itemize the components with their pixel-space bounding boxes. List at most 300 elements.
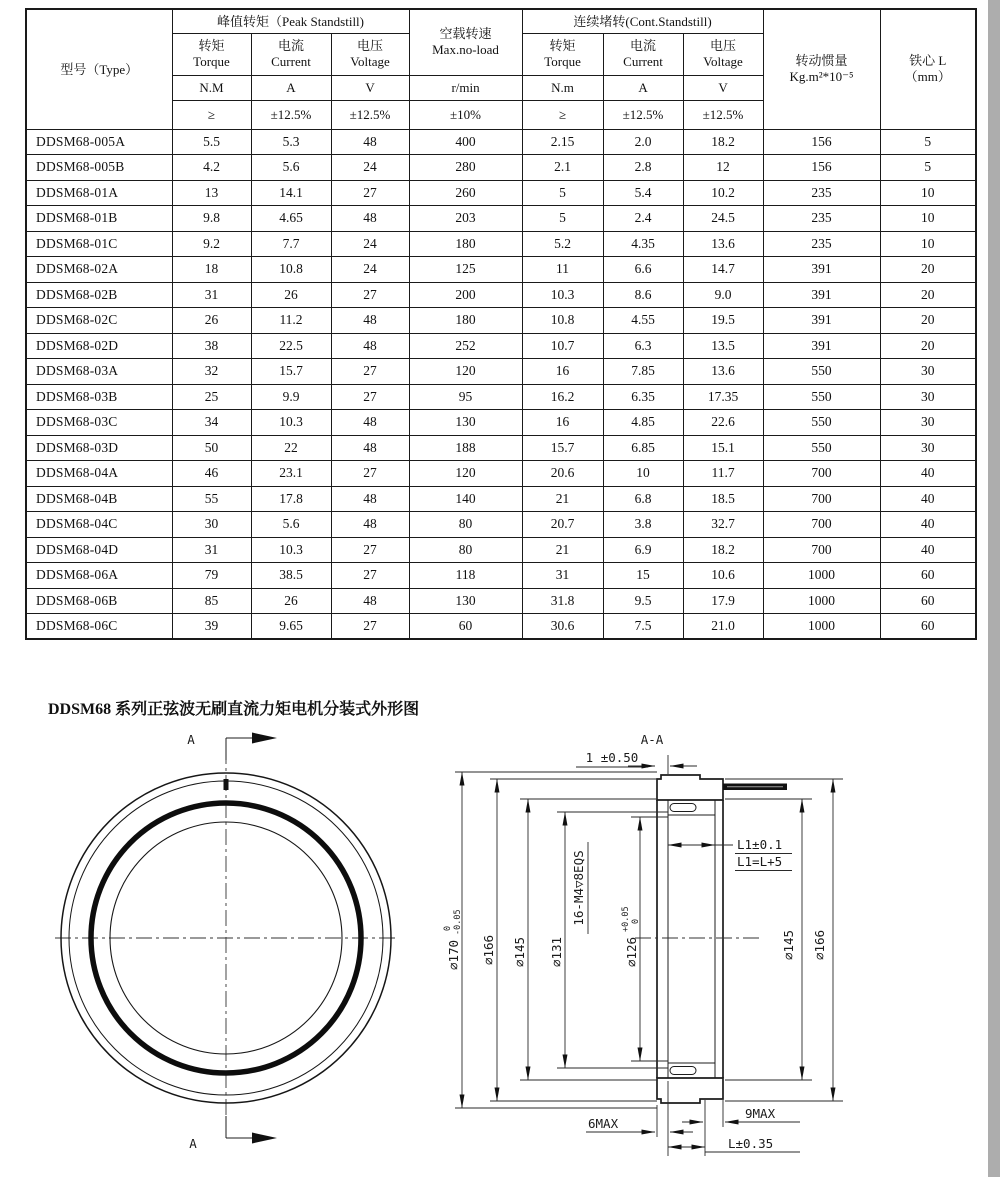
value-cell: 27 bbox=[331, 563, 409, 589]
value-cell: 13.6 bbox=[683, 359, 763, 385]
value-cell: 40 bbox=[880, 537, 976, 563]
value-cell: 118 bbox=[409, 563, 522, 589]
value-cell: 700 bbox=[763, 537, 880, 563]
table-row bbox=[26, 257, 976, 283]
value-cell: 5 bbox=[880, 129, 976, 155]
model-cell: DDSM68-06B bbox=[26, 588, 172, 614]
value-cell: 6.6 bbox=[603, 257, 683, 283]
value-cell: 550 bbox=[763, 410, 880, 436]
table-row bbox=[26, 206, 976, 232]
value-cell: 27 bbox=[331, 461, 409, 487]
model-cell: DDSM68-04D bbox=[26, 537, 172, 563]
value-cell: 11.2 bbox=[251, 308, 331, 334]
value-cell: 1000 bbox=[763, 614, 880, 640]
label-en: Current bbox=[623, 54, 663, 69]
svg-text:⌀145: ⌀145 bbox=[512, 936, 527, 968]
value-cell: 11 bbox=[522, 257, 603, 283]
col-header-core bbox=[880, 9, 976, 129]
label-zh: 电压 bbox=[710, 37, 737, 53]
value-cell: 48 bbox=[331, 435, 409, 461]
rotor-top-section bbox=[657, 775, 723, 800]
model-cell: DDSM68-06A bbox=[26, 563, 172, 589]
value-cell: 20 bbox=[880, 333, 976, 359]
value-cell: 5 bbox=[880, 155, 976, 181]
model-cell: DDSM68-06C bbox=[26, 614, 172, 640]
table-row bbox=[26, 231, 976, 257]
value-cell: 22.5 bbox=[251, 333, 331, 359]
value-cell: 40 bbox=[880, 461, 976, 487]
value-cell: 48 bbox=[331, 410, 409, 436]
value-cell: 46 bbox=[172, 461, 251, 487]
tolerance-cell: ≥ bbox=[172, 100, 251, 129]
value-cell: 5 bbox=[522, 206, 603, 232]
dim-label-screws bbox=[571, 842, 588, 934]
value-cell: 18.2 bbox=[683, 537, 763, 563]
tolerance-cell: ≥ bbox=[522, 100, 603, 129]
value-cell: 30 bbox=[172, 512, 251, 538]
value-cell: 391 bbox=[763, 333, 880, 359]
value-cell: 156 bbox=[763, 129, 880, 155]
value-cell: 11.7 bbox=[683, 461, 763, 487]
value-cell: 235 bbox=[763, 180, 880, 206]
table-row bbox=[26, 155, 976, 181]
value-cell: 2.8 bbox=[603, 155, 683, 181]
table-row bbox=[26, 180, 976, 206]
value-cell: 20 bbox=[880, 282, 976, 308]
value-cell: 17.35 bbox=[683, 384, 763, 410]
col-header-cont-current bbox=[603, 33, 683, 75]
value-cell: 9.9 bbox=[251, 384, 331, 410]
value-cell: 38.5 bbox=[251, 563, 331, 589]
value-cell: 30 bbox=[880, 410, 976, 436]
dim-label-d166-left bbox=[481, 935, 496, 965]
value-cell: 95 bbox=[409, 384, 522, 410]
unit-cell: r/min bbox=[409, 75, 522, 100]
outline-drawing-svg bbox=[0, 712, 1000, 1177]
value-cell: 15.7 bbox=[251, 359, 331, 385]
dim-6max-label: 6MAX bbox=[588, 1116, 619, 1131]
label-zh: 电流 bbox=[277, 37, 304, 53]
svg-text:0: 0 bbox=[631, 918, 641, 924]
value-cell: 2.0 bbox=[603, 129, 683, 155]
value-cell: 700 bbox=[763, 461, 880, 487]
value-cell: 17.8 bbox=[251, 486, 331, 512]
core-zh: 铁心 L bbox=[909, 53, 947, 68]
value-cell: 9.5 bbox=[603, 588, 683, 614]
col-header-peak-voltage bbox=[331, 33, 409, 75]
model-cell: DDSM68-03B bbox=[26, 384, 172, 410]
value-cell: 18.5 bbox=[683, 486, 763, 512]
model-cell: DDSM68-01C bbox=[26, 231, 172, 257]
value-cell: 21.0 bbox=[683, 614, 763, 640]
model-cell: DDSM68-04C bbox=[26, 512, 172, 538]
value-cell: 20 bbox=[880, 257, 976, 283]
value-cell: 10.6 bbox=[683, 563, 763, 589]
section-title: A-A bbox=[640, 732, 664, 747]
table-row bbox=[26, 410, 976, 436]
value-cell: 120 bbox=[409, 359, 522, 385]
value-cell: 6.8 bbox=[603, 486, 683, 512]
value-cell: 22 bbox=[251, 435, 331, 461]
model-cell: DDSM68-02B bbox=[26, 282, 172, 308]
drawing-caption: DDSM68 系列正弦波无刷直流力矩电机分装式外形图 bbox=[48, 701, 420, 718]
dim-label-d145-right bbox=[781, 930, 796, 960]
value-cell: 188 bbox=[409, 435, 522, 461]
value-cell: 391 bbox=[763, 308, 880, 334]
value-cell: 7.5 bbox=[603, 614, 683, 640]
value-cell: 10.3 bbox=[251, 537, 331, 563]
model-cell: DDSM68-005B bbox=[26, 155, 172, 181]
value-cell: 32 bbox=[172, 359, 251, 385]
value-cell: 27 bbox=[331, 614, 409, 640]
dim-label-d145-left bbox=[512, 937, 527, 967]
value-cell: 252 bbox=[409, 333, 522, 359]
value-cell: 2.4 bbox=[603, 206, 683, 232]
value-cell: 27 bbox=[331, 180, 409, 206]
value-cell: 10.7 bbox=[522, 333, 603, 359]
value-cell: 9.8 bbox=[172, 206, 251, 232]
label-zh: 转矩 bbox=[198, 37, 225, 53]
value-cell: 31 bbox=[522, 563, 603, 589]
value-cell: 235 bbox=[763, 231, 880, 257]
value-cell: 9.65 bbox=[251, 614, 331, 640]
value-cell: 125 bbox=[409, 257, 522, 283]
value-cell: 391 bbox=[763, 257, 880, 283]
value-cell: 31 bbox=[172, 537, 251, 563]
value-cell: 260 bbox=[409, 180, 522, 206]
value-cell: 15.7 bbox=[522, 435, 603, 461]
col-header-peak-torque bbox=[172, 33, 251, 75]
value-cell: 4.35 bbox=[603, 231, 683, 257]
value-cell: 79 bbox=[172, 563, 251, 589]
value-cell: 16 bbox=[522, 410, 603, 436]
model-cell: DDSM68-01B bbox=[26, 206, 172, 232]
value-cell: 24 bbox=[331, 231, 409, 257]
value-cell: 85 bbox=[172, 588, 251, 614]
label-en: Torque bbox=[193, 54, 230, 69]
dim-9max-label: 9MAX bbox=[745, 1106, 776, 1121]
dim-top-label: 1 ±0.50 bbox=[585, 750, 639, 765]
value-cell: 7.85 bbox=[603, 359, 683, 385]
value-cell: 9.0 bbox=[683, 282, 763, 308]
value-cell: 20 bbox=[880, 308, 976, 334]
value-cell: 2.15 bbox=[522, 129, 603, 155]
col-header-inertia bbox=[763, 9, 880, 129]
value-cell: 30.6 bbox=[522, 614, 603, 640]
value-cell: 10.3 bbox=[251, 410, 331, 436]
svg-text:+0.05: +0.05 bbox=[621, 906, 631, 932]
table-row bbox=[26, 588, 976, 614]
value-cell: 48 bbox=[331, 206, 409, 232]
value-cell: 60 bbox=[409, 614, 522, 640]
unit-cell: A bbox=[251, 75, 331, 100]
section-arrowhead-bottom bbox=[252, 1133, 277, 1144]
unit-cell: N.m bbox=[522, 75, 603, 100]
dim-label-d126 bbox=[621, 906, 641, 967]
value-cell: 1000 bbox=[763, 588, 880, 614]
col-group-cont: 连续堵转(Cont.Standstill) bbox=[522, 9, 763, 33]
value-cell: 10.8 bbox=[522, 308, 603, 334]
model-cell: DDSM68-04B bbox=[26, 486, 172, 512]
value-cell: 30 bbox=[880, 359, 976, 385]
spec-table-wrap bbox=[25, 8, 975, 640]
dim-l1-label: L1±0.1 bbox=[737, 837, 783, 852]
value-cell: 31.8 bbox=[522, 588, 603, 614]
value-cell: 30 bbox=[880, 384, 976, 410]
col-header-peak-current bbox=[251, 33, 331, 75]
value-cell: 48 bbox=[331, 512, 409, 538]
value-cell: 4.2 bbox=[172, 155, 251, 181]
dim-label-d170 bbox=[443, 909, 463, 970]
front-view bbox=[55, 732, 398, 1151]
value-cell: 550 bbox=[763, 384, 880, 410]
model-cell: DDSM68-03A bbox=[26, 359, 172, 385]
table-row bbox=[26, 359, 976, 385]
value-cell: 18 bbox=[172, 257, 251, 283]
value-cell: 48 bbox=[331, 486, 409, 512]
value-cell: 34 bbox=[172, 410, 251, 436]
dim-label-d166-right bbox=[812, 930, 827, 960]
value-cell: 391 bbox=[763, 282, 880, 308]
col-header-cont-voltage bbox=[683, 33, 763, 75]
model-cell: DDSM68-04A bbox=[26, 461, 172, 487]
value-cell: 48 bbox=[331, 129, 409, 155]
spec-table-body bbox=[26, 129, 976, 639]
value-cell: 17.9 bbox=[683, 588, 763, 614]
value-cell: 19.5 bbox=[683, 308, 763, 334]
tolerance-cell: ±12.5% bbox=[683, 100, 763, 129]
svg-text:⌀166: ⌀166 bbox=[481, 934, 496, 966]
svg-text:0: 0 bbox=[443, 925, 453, 931]
table-row bbox=[26, 537, 976, 563]
unit-cell: V bbox=[683, 75, 763, 100]
value-cell: 5.2 bbox=[522, 231, 603, 257]
value-cell: 50 bbox=[172, 435, 251, 461]
value-cell: 156 bbox=[763, 155, 880, 181]
table-row bbox=[26, 333, 976, 359]
section-arrowhead-top bbox=[252, 733, 277, 744]
value-cell: 13 bbox=[172, 180, 251, 206]
winding-slot-top bbox=[670, 804, 696, 812]
value-cell: 180 bbox=[409, 308, 522, 334]
noload-zh: 空载转速 bbox=[439, 26, 492, 41]
value-cell: 10 bbox=[880, 180, 976, 206]
col-header-noload bbox=[409, 9, 522, 75]
value-cell: 10.8 bbox=[251, 257, 331, 283]
value-cell: 4.55 bbox=[603, 308, 683, 334]
table-row bbox=[26, 129, 976, 155]
value-cell: 10.2 bbox=[683, 180, 763, 206]
label-en: Voltage bbox=[703, 54, 743, 69]
value-cell: 5.6 bbox=[251, 155, 331, 181]
value-cell: 32.7 bbox=[683, 512, 763, 538]
value-cell: 15.1 bbox=[683, 435, 763, 461]
model-cell: DDSM68-01A bbox=[26, 180, 172, 206]
tolerance-cell: ±10% bbox=[409, 100, 522, 129]
value-cell: 26 bbox=[251, 282, 331, 308]
value-cell: 8.6 bbox=[603, 282, 683, 308]
value-cell: 235 bbox=[763, 206, 880, 232]
key-mark bbox=[224, 779, 229, 790]
value-cell: 60 bbox=[880, 563, 976, 589]
dim-l1-formula: L1=L+5 bbox=[737, 854, 783, 869]
model-cell: DDSM68-005A bbox=[26, 129, 172, 155]
value-cell: 26 bbox=[251, 588, 331, 614]
value-cell: 15 bbox=[603, 563, 683, 589]
value-cell: 280 bbox=[409, 155, 522, 181]
section-label-a-top: A bbox=[187, 732, 195, 747]
value-cell: 22.6 bbox=[683, 410, 763, 436]
table-row bbox=[26, 308, 976, 334]
unit-cell: V bbox=[331, 75, 409, 100]
value-cell: 6.85 bbox=[603, 435, 683, 461]
model-cell: DDSM68-02A bbox=[26, 257, 172, 283]
value-cell: 9.2 bbox=[172, 231, 251, 257]
value-cell: 5.4 bbox=[603, 180, 683, 206]
core-unit: （mm） bbox=[904, 69, 951, 85]
label-en: Torque bbox=[544, 54, 581, 69]
svg-text:-0.05: -0.05 bbox=[453, 909, 463, 935]
model-cell: DDSM68-03C bbox=[26, 410, 172, 436]
value-cell: 27 bbox=[331, 282, 409, 308]
unit-cell: N.M bbox=[172, 75, 251, 100]
section-view bbox=[443, 732, 843, 1156]
value-cell: 13.5 bbox=[683, 333, 763, 359]
svg-text:⌀166: ⌀166 bbox=[812, 929, 827, 961]
value-cell: 25 bbox=[172, 384, 251, 410]
tolerance-cell: ±12.5% bbox=[603, 100, 683, 129]
label-zh: 电压 bbox=[357, 37, 384, 53]
section-label-a-bottom: A bbox=[189, 1136, 197, 1151]
value-cell: 60 bbox=[880, 588, 976, 614]
winding-slot-bottom bbox=[670, 1067, 696, 1075]
col-header-type: 型号（Type） bbox=[26, 9, 172, 129]
col-group-peak: 峰值转矩（Peak Standstill) bbox=[172, 9, 409, 33]
value-cell: 30 bbox=[880, 435, 976, 461]
value-cell: 140 bbox=[409, 486, 522, 512]
dim-label-d131 bbox=[549, 937, 564, 967]
unit-cell: A bbox=[603, 75, 683, 100]
value-cell: 18.2 bbox=[683, 129, 763, 155]
value-cell: 4.85 bbox=[603, 410, 683, 436]
value-cell: 5 bbox=[522, 180, 603, 206]
value-cell: 200 bbox=[409, 282, 522, 308]
value-cell: 14.1 bbox=[251, 180, 331, 206]
value-cell: 26 bbox=[172, 308, 251, 334]
label-en: Current bbox=[271, 54, 311, 69]
table-row bbox=[26, 614, 976, 640]
value-cell: 55 bbox=[172, 486, 251, 512]
value-cell: 21 bbox=[522, 537, 603, 563]
value-cell: 700 bbox=[763, 512, 880, 538]
table-row bbox=[26, 282, 976, 308]
value-cell: 24 bbox=[331, 155, 409, 181]
value-cell: 23.1 bbox=[251, 461, 331, 487]
value-cell: 7.7 bbox=[251, 231, 331, 257]
value-cell: 10.3 bbox=[522, 282, 603, 308]
value-cell: 1000 bbox=[763, 563, 880, 589]
value-cell: 10 bbox=[603, 461, 683, 487]
tolerance-cell: ±12.5% bbox=[251, 100, 331, 129]
value-cell: 5.3 bbox=[251, 129, 331, 155]
value-cell: 48 bbox=[331, 588, 409, 614]
value-cell: 2.1 bbox=[522, 155, 603, 181]
value-cell: 3.8 bbox=[603, 512, 683, 538]
model-cell: DDSM68-03D bbox=[26, 435, 172, 461]
value-cell: 14.7 bbox=[683, 257, 763, 283]
value-cell: 27 bbox=[331, 359, 409, 385]
table-row bbox=[26, 461, 976, 487]
value-cell: 130 bbox=[409, 588, 522, 614]
value-cell: 10 bbox=[880, 231, 976, 257]
value-cell: 6.9 bbox=[603, 537, 683, 563]
table-row bbox=[26, 512, 976, 538]
table-row bbox=[26, 435, 976, 461]
value-cell: 20.6 bbox=[522, 461, 603, 487]
svg-text:16-M4▽8EQS: 16-M4▽8EQS bbox=[571, 850, 586, 926]
svg-text:⌀145: ⌀145 bbox=[781, 929, 796, 961]
value-cell: 120 bbox=[409, 461, 522, 487]
value-cell: 180 bbox=[409, 231, 522, 257]
svg-text:⌀126: ⌀126 bbox=[624, 936, 639, 968]
value-cell: 16.2 bbox=[522, 384, 603, 410]
svg-text:⌀170: ⌀170 bbox=[446, 939, 461, 971]
value-cell: 4.65 bbox=[251, 206, 331, 232]
value-cell: 80 bbox=[409, 537, 522, 563]
inertia-zh: 转动惯量 bbox=[795, 53, 848, 68]
label-zh: 电流 bbox=[630, 37, 657, 53]
value-cell: 60 bbox=[880, 614, 976, 640]
value-cell: 12 bbox=[683, 155, 763, 181]
value-cell: 27 bbox=[331, 384, 409, 410]
value-cell: 27 bbox=[331, 537, 409, 563]
value-cell: 550 bbox=[763, 359, 880, 385]
value-cell: 21 bbox=[522, 486, 603, 512]
dim-l-label: L±0.35 bbox=[728, 1136, 774, 1151]
value-cell: 16 bbox=[522, 359, 603, 385]
value-cell: 6.35 bbox=[603, 384, 683, 410]
value-cell: 24 bbox=[331, 257, 409, 283]
value-cell: 550 bbox=[763, 435, 880, 461]
tolerance-cell: ±12.5% bbox=[331, 100, 409, 129]
value-cell: 24.5 bbox=[683, 206, 763, 232]
table-row bbox=[26, 563, 976, 589]
noload-en: Max.no-load bbox=[432, 42, 499, 58]
table-row bbox=[26, 384, 976, 410]
model-cell: DDSM68-02C bbox=[26, 308, 172, 334]
value-cell: 48 bbox=[331, 333, 409, 359]
spec-table bbox=[25, 8, 977, 640]
value-cell: 39 bbox=[172, 614, 251, 640]
value-cell: 5.5 bbox=[172, 129, 251, 155]
model-cell: DDSM68-02D bbox=[26, 333, 172, 359]
rotor-bottom-section bbox=[657, 1078, 723, 1103]
label-zh: 转矩 bbox=[549, 37, 576, 53]
value-cell: 6.3 bbox=[603, 333, 683, 359]
label-en: Voltage bbox=[350, 54, 390, 69]
value-cell: 13.6 bbox=[683, 231, 763, 257]
value-cell: 10 bbox=[880, 206, 976, 232]
svg-text:⌀131: ⌀131 bbox=[549, 936, 564, 968]
value-cell: 5.6 bbox=[251, 512, 331, 538]
value-cell: 20.7 bbox=[522, 512, 603, 538]
value-cell: 80 bbox=[409, 512, 522, 538]
value-cell: 48 bbox=[331, 308, 409, 334]
value-cell: 40 bbox=[880, 512, 976, 538]
value-cell: 38 bbox=[172, 333, 251, 359]
value-cell: 203 bbox=[409, 206, 522, 232]
value-cell: 700 bbox=[763, 486, 880, 512]
